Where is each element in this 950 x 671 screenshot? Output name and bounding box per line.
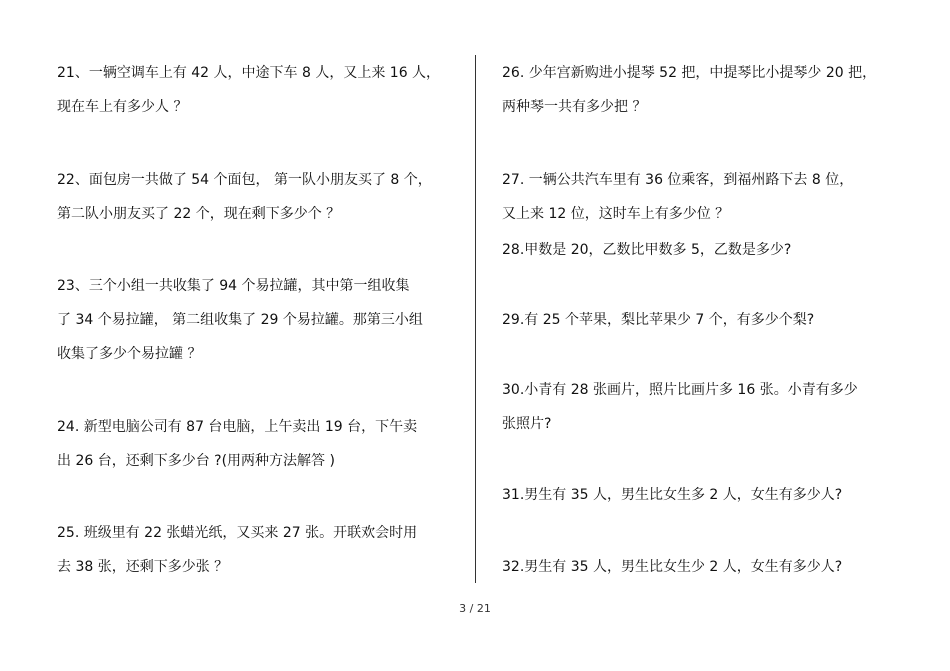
problem-line: 第二队小朋友买了 22 个，现在剩下多少个 ？ <box>57 206 341 222</box>
problem-line: 27. 一辆公共汽车里有 36 位乘客，到福州路下去 8 位， <box>502 172 854 188</box>
problem-line: 去 38 张，还剩下多少张 ？ <box>57 559 229 575</box>
problem-line: 张照片? <box>502 416 552 432</box>
page-number: 3 / 21 <box>459 602 491 615</box>
problem-line: 29.有 25 个苹果，梨比苹果少 7 个，有多少个梨? <box>502 312 815 328</box>
problem-line: 现在车上有多少人 ？ <box>57 99 188 115</box>
problem-line: 28.甲数是 20，乙数比甲数多 5，乙数是多少? <box>502 242 792 258</box>
column-divider <box>475 55 476 583</box>
problem-line: 22、面包房一共做了 54 个面包， 第一队小朋友买了 8 个， <box>57 172 432 188</box>
problem-line: 又上来 12 位，这时车上有多少位 ？ <box>502 206 730 222</box>
problem-line: 收集了多少个易拉罐 ？ <box>57 346 202 362</box>
problem-line: 两种琴一共有多少把 ？ <box>502 99 647 115</box>
problem-line: 30.小青有 28 张画片，照片比画片多 16 张。小青有多少 <box>502 382 858 398</box>
problem-line: 23、三个小组一共收集了 94 个易拉罐，其中第一组收集 <box>57 278 410 294</box>
problem-line: 26. 少年宫新购进小提琴 52 把，中提琴比小提琴少 20 把， <box>502 65 877 81</box>
problem-line: 了 34 个易拉罐， 第二组收集了 29 个易拉罐。那第三小组 <box>57 312 423 328</box>
problem-line: 31.男生有 35 人，男生比女生多 2 人，女生有多少人? <box>502 487 843 503</box>
problem-line: 24. 新型电脑公司有 87 台电脑，上午卖出 19 台，下午卖 <box>57 419 418 435</box>
problem-line: 21、一辆空调车上有 42 人，中途下车 8 人，又上来 16 人， <box>57 65 441 81</box>
problem-line: 出 26 台，还剩下多少台 ?(用两种方法解答 ) <box>57 453 335 469</box>
problem-line: 32.男生有 35 人，男生比女生少 2 人，女生有多少人? <box>502 559 843 575</box>
problem-line: 25. 班级里有 22 张蜡光纸，又买来 27 张。开联欢会时用 <box>57 525 418 541</box>
